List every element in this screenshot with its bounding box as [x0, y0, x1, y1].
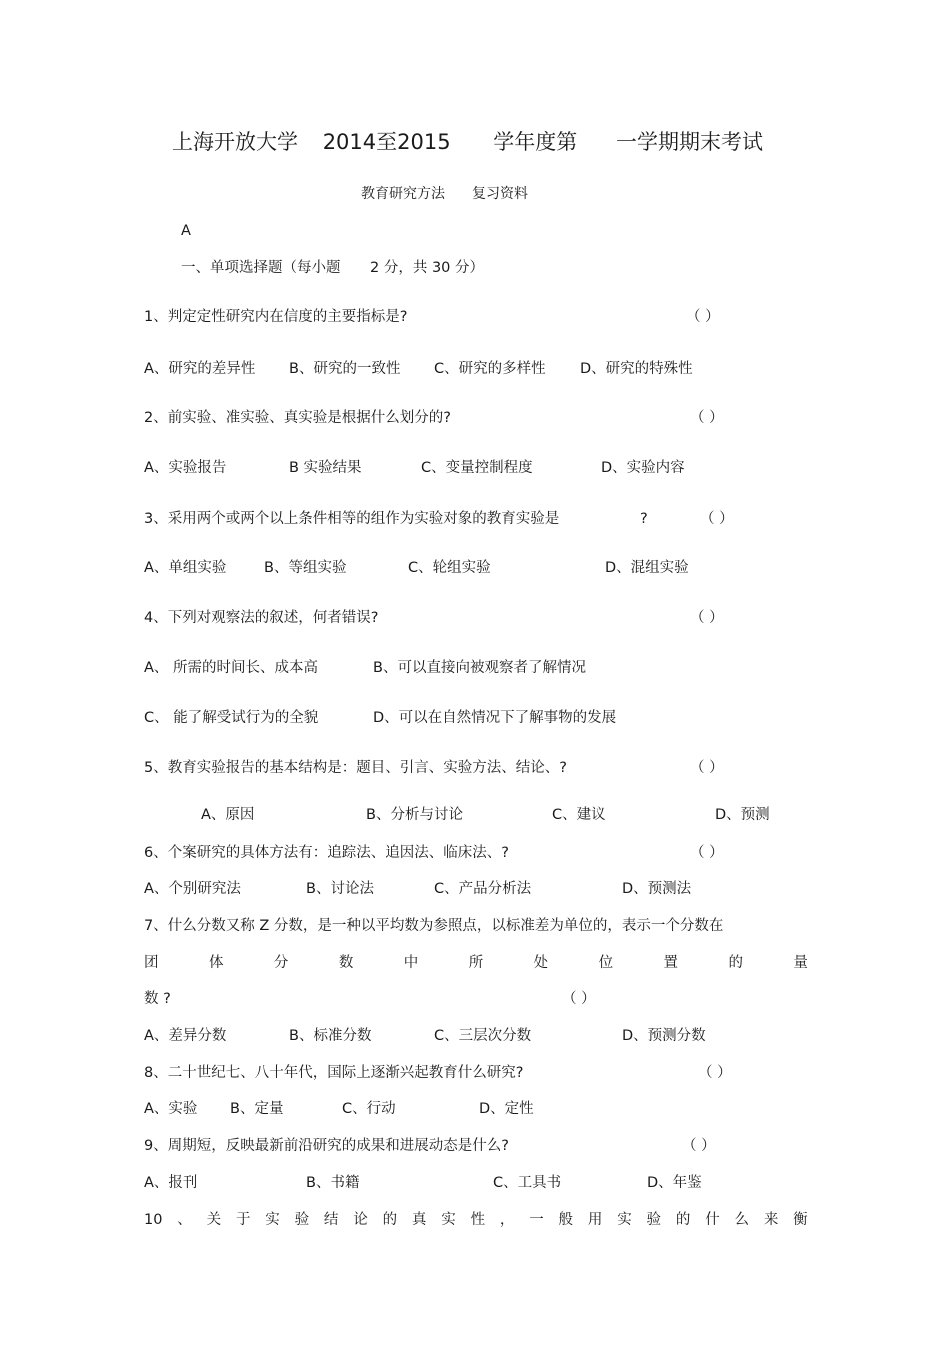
- q1-option-c: C、研究的多样性: [434, 361, 546, 377]
- question-9: 9、周期短，反映最新前沿研究的成果和进展动态是什么?: [144, 1138, 509, 1154]
- q4-option-b: B、可以直接向被观察者了解情况: [373, 660, 586, 676]
- q1-option-b: B、研究的一致性: [289, 361, 401, 377]
- q10-char: 实: [265, 1212, 280, 1228]
- q10-char: 性: [470, 1212, 486, 1228]
- q8-option-c: C、行动: [342, 1101, 396, 1117]
- answer-blank-1: （ ）: [686, 309, 720, 325]
- q10-char: 验: [294, 1212, 310, 1228]
- q8-option-b: B、定量: [230, 1101, 284, 1117]
- question-4: 4、下列对观察法的叙述，何者错误?: [144, 610, 379, 626]
- answer-blank-4: （ ）: [690, 610, 724, 626]
- q10-char: 的: [382, 1212, 398, 1228]
- answer-blank-2: （ ）: [690, 410, 724, 426]
- q3-option-d: D、混组实验: [605, 560, 689, 576]
- q8-option-d: D、定性: [479, 1101, 534, 1117]
- section-heading: 一、单项选择题（每小题: [181, 260, 341, 276]
- q5-option-c: C、建议: [552, 807, 606, 823]
- q10-char: 实: [441, 1212, 456, 1228]
- q7-char: 数: [338, 955, 354, 971]
- subtitle-material: 复习资料: [472, 186, 528, 202]
- q4-option-a: A、 所需的时间长、成本高: [144, 660, 319, 676]
- q3-option-b: B、等组实验: [264, 560, 347, 576]
- q10-char: 论: [353, 1212, 368, 1228]
- question-8: 8、二十世纪七、八十年代，国际上逐渐兴起教育什么研究?: [144, 1065, 524, 1081]
- q7-option-b: B、标准分数: [289, 1028, 372, 1044]
- q9-option-a: A、报刊: [144, 1175, 198, 1191]
- question-7-line2: [144, 954, 808, 972]
- q8-option-a: A、实验: [144, 1101, 198, 1117]
- question-3: 3、采用两个或两个以上条件相等的组作为实验对象的教育实验是: [144, 511, 560, 527]
- question-7: 7、什么分数又称 Z 分数，是一种以平均数为参照点，以标准差为单位的，表示一个分数在: [144, 918, 724, 934]
- q10-char: 一: [529, 1212, 544, 1228]
- q10-char: 结: [323, 1212, 339, 1228]
- q7-option-a: A、差异分数: [144, 1028, 227, 1044]
- answer-blank-5: （ ）: [690, 760, 724, 776]
- q9-option-c: C、工具书: [493, 1175, 562, 1191]
- q5-option-d: D、预测: [715, 807, 770, 823]
- q2-option-d: D、实验内容: [601, 460, 685, 476]
- q10-char: 关: [206, 1212, 222, 1228]
- q6-option-c: C、产品分析法: [434, 881, 532, 897]
- q10-char: 于: [235, 1212, 251, 1228]
- q7-char: 所: [468, 955, 484, 971]
- question-2: 2、前实验、准实验、真实验是根据什么划分的?: [144, 410, 451, 426]
- q6-option-a: A、个别研究法: [144, 881, 241, 897]
- q2-option-b: B 实验结果: [289, 460, 362, 476]
- q6-option-d: D、预测法: [622, 881, 692, 897]
- question-10: [144, 1211, 808, 1229]
- q10-char: ，: [499, 1212, 515, 1228]
- q7-char: 处: [533, 955, 549, 971]
- q7-char: 位: [598, 955, 614, 971]
- q9-option-d: D、年鉴: [647, 1175, 702, 1191]
- q10-char: 真: [411, 1212, 427, 1228]
- question-5: 5、教育实验报告的基本结构是：题目、引言、实验方法、结论、?: [144, 760, 567, 776]
- q1-option-d: D、研究的特殊性: [580, 361, 693, 377]
- q2-option-a: A、实验报告: [144, 460, 227, 476]
- title-term: 学年度第: [493, 130, 578, 154]
- question-6: 6、个案研究的具体方法有：追踪法、追因法、临床法、?: [144, 845, 509, 861]
- answer-blank-8: （ ）: [698, 1065, 732, 1081]
- q1-option-a: A、研究的差异性: [144, 361, 256, 377]
- q7-char: 中: [403, 955, 419, 971]
- question-3-mark: ?: [640, 511, 648, 527]
- title-school: 上海开放大学: [172, 130, 298, 154]
- q7-option-c: C、三层次分数: [434, 1028, 532, 1044]
- q2-option-c: C、变量控制程度: [421, 460, 533, 476]
- q7-option-d: D、预测分数: [622, 1028, 706, 1044]
- title-years: 2014至2015: [322, 130, 451, 154]
- q7-char: 置: [663, 955, 678, 971]
- q10-char: 么: [734, 1212, 750, 1228]
- paper-version: A: [181, 223, 191, 239]
- q7-char: 的: [728, 955, 743, 971]
- q3-option-c: C、轮组实验: [408, 560, 491, 576]
- q10-char: 用: [587, 1212, 603, 1228]
- q4-option-d: D、可以在自然情况下了解事物的发展: [373, 710, 617, 726]
- q7-char: 团: [144, 955, 159, 971]
- q10-char: 验: [646, 1212, 662, 1228]
- question-1: 1、判定定性研究内在信度的主要指标是?: [144, 309, 408, 325]
- answer-blank-9: （ ）: [682, 1138, 716, 1154]
- subtitle-course: 教育研究方法: [361, 186, 445, 202]
- q5-option-a: A、原因: [201, 807, 255, 823]
- section-points: 2 分，共 30 分）: [370, 260, 485, 276]
- answer-blank-6: （ ）: [690, 845, 724, 861]
- q10-char: 什: [705, 1212, 720, 1228]
- q6-option-b: B、讨论法: [306, 881, 374, 897]
- q10-char: 般: [558, 1212, 574, 1228]
- answer-blank-3: （ ）: [700, 511, 734, 527]
- q10-char: 衡: [793, 1212, 808, 1228]
- question-7-line3: 数 ?: [144, 991, 171, 1007]
- q10-char: 、: [177, 1212, 192, 1228]
- title-exam: 一学期期末考试: [615, 130, 763, 154]
- q7-char: 量: [793, 955, 808, 971]
- exam-title: [172, 129, 763, 155]
- answer-blank-7: （ ）: [562, 991, 596, 1007]
- q10-char: 的: [675, 1212, 691, 1228]
- q7-char: 体: [208, 955, 224, 971]
- q7-char: 分: [273, 955, 289, 971]
- q4-option-c: C、 能了解受试行为的全貌: [144, 710, 319, 726]
- q3-option-a: A、单组实验: [144, 560, 227, 576]
- q9-option-b: B、书籍: [306, 1175, 360, 1191]
- q10-char: 10: [144, 1212, 163, 1228]
- q10-char: 实: [617, 1212, 632, 1228]
- q5-option-b: B、分析与讨论: [366, 807, 463, 823]
- q10-char: 来: [763, 1212, 779, 1228]
